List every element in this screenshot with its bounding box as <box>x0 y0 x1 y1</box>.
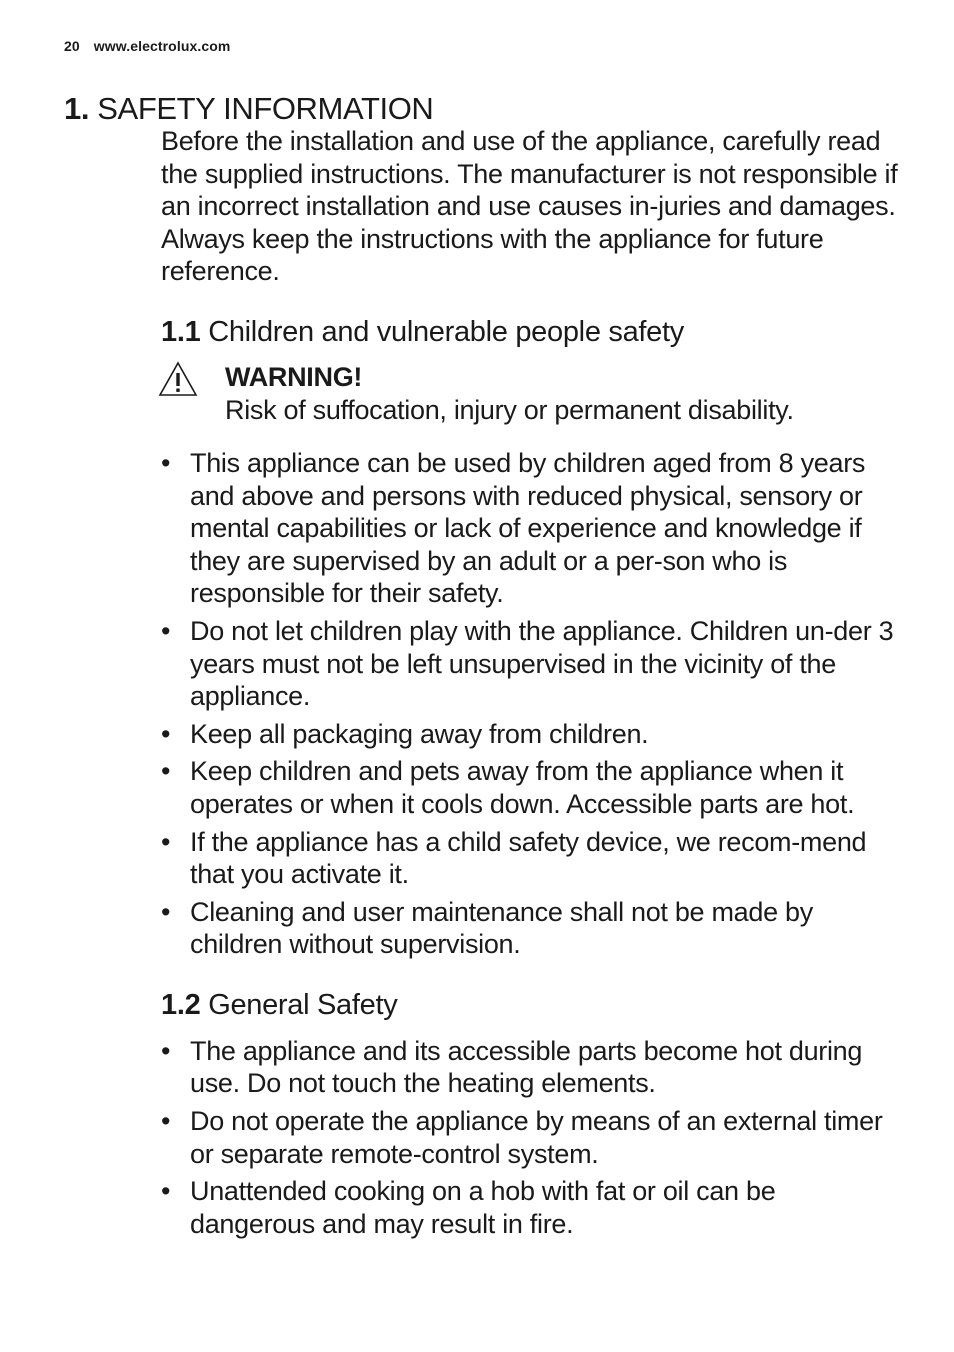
list-item: • Do not operate the appliance by means of an external timer or separate remote-control system. <box>161 1106 883 1169</box>
list-item: • Cleaning and user maintenance shall not be made by children without supervision. <box>161 896 813 960</box>
section-title-text: SAFETY INFORMATION <box>97 90 434 126</box>
bullet-icon: • <box>161 1035 171 1066</box>
warning-triangle-icon <box>158 361 198 397</box>
list-item: • The appliance and its accessible parts become hot during use. Do not touch the heating elements. <box>161 1035 863 1099</box>
bullet-icon: • <box>161 1106 171 1137</box>
bullet-icon: • <box>161 896 171 927</box>
general-safety-list <box>161 1035 901 1241</box>
subsection-number: 1.2 <box>161 988 201 1021</box>
website-url: www.electrolux.com <box>93 38 231 54</box>
list-item: • This appliance can be used by children aged from 8 years and above and persons with reduced physical, sensory or mental capabilities or lack of experience and knowledge if they are supervised by an adult or a per-son who is responsible for their safety. <box>161 447 866 609</box>
bullet-icon: • <box>161 826 171 857</box>
warning-label: WARNING! <box>225 361 363 392</box>
intro-paragraph: Before the installation and use of the appliance, carefully read the supplied instructions. The manufacturer is not responsible if an incorrect installation and use causes in-juries and damages. Always keep the instructions with the appliance for future reference. <box>161 126 898 287</box>
bullet-icon: • <box>161 1176 171 1207</box>
page-header <box>64 38 230 54</box>
section-number: 1. <box>64 90 90 126</box>
subsection-title-text: General Safety <box>208 988 398 1021</box>
content-column <box>161 125 901 1245</box>
bullet-icon: • <box>161 615 171 646</box>
list-item: • Unattended cooking on a hob with fat or oil can be dangerous and may result in fire. <box>161 1176 776 1239</box>
list-item: • Keep children and pets away from the appliance when it operates or when it cools down. Accessible parts are hot. <box>161 756 855 819</box>
subsection-title-general-safety <box>161 988 901 1022</box>
warning-text: Risk of suffocation, injury or permanent disability. <box>225 394 794 425</box>
page-number: 20 <box>64 38 80 54</box>
subsection-title-text: Children and vulnerable people safety <box>208 315 684 348</box>
list-item: • If the appliance has a child safety device, we recom-mend that you activate it. <box>161 826 867 890</box>
bullet-icon: • <box>161 718 171 749</box>
section-title <box>64 91 433 127</box>
warning-block <box>161 361 901 427</box>
children-safety-list <box>161 447 901 961</box>
bullet-icon: • <box>161 756 171 787</box>
subsection-number: 1.1 <box>161 315 201 348</box>
subsection-title-children-safety <box>161 315 901 349</box>
bullet-icon: • <box>161 447 171 478</box>
list-item: • Keep all packaging away from children. <box>161 718 649 749</box>
list-item: • Do not let children play with the appliance. Children un-der 3 years must not be left unsupervised in the vicinity of the appliance. <box>161 615 894 712</box>
